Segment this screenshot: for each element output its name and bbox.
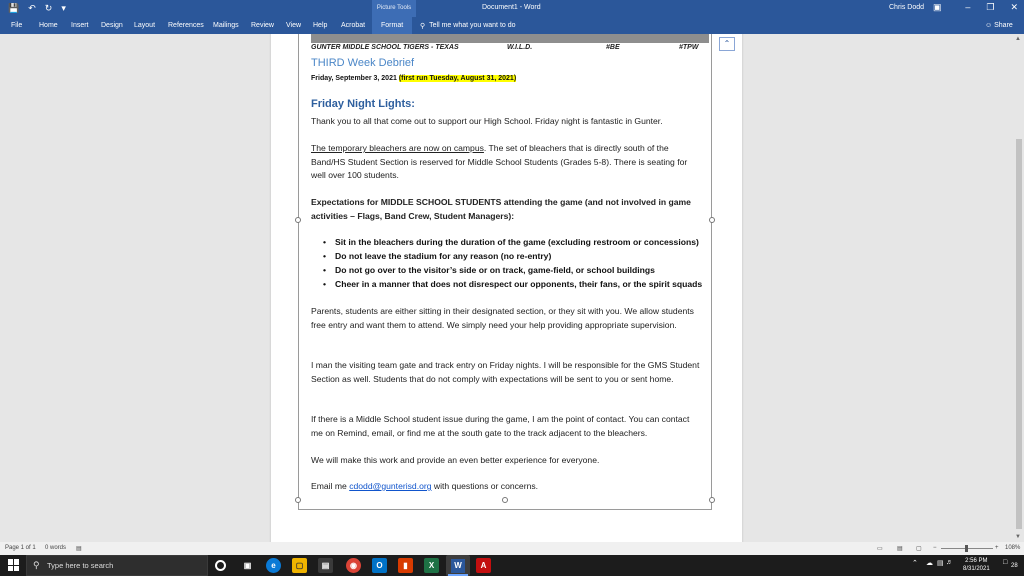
- search-placeholder: Type here to search: [47, 561, 114, 570]
- taskbar-search-box[interactable]: [26, 555, 208, 576]
- print-layout-icon[interactable]: ▤: [897, 546, 903, 552]
- list-item: • Cheer in a manner that does not disrespect our opponents, their fans, or the spirit squads: [335, 277, 715, 291]
- store-icon[interactable]: ▤: [318, 558, 333, 573]
- ribbon-tabs: [0, 17, 1024, 34]
- notification-center-icon[interactable]: □: [1003, 559, 1008, 566]
- scroll-up-icon[interactable]: ▲: [1015, 36, 1021, 42]
- lightbulb-icon: ⚲: [420, 23, 426, 30]
- notification-count: 28: [1011, 563, 1018, 569]
- system-clock[interactable]: [963, 557, 990, 573]
- outlook-icon[interactable]: O: [372, 558, 387, 573]
- date-line: [311, 75, 516, 82]
- zoom-out-icon[interactable]: −: [933, 545, 937, 551]
- paragraph-bleachers: [311, 142, 703, 183]
- tab-home[interactable]: Home: [39, 22, 58, 29]
- tab-references[interactable]: References: [168, 22, 204, 29]
- header-tag-wild: W.I.L.D.: [507, 44, 533, 51]
- clock-time: 2:56 PM: [965, 558, 988, 564]
- paragraph-parents: Parents, students are either sitting in their designated section, or they sit with you. We allow students free entry and want them to attend. We simply need your help providing appropriate supervision.: [311, 306, 694, 330]
- word-count[interactable]: 0 words: [45, 545, 67, 551]
- document-title: Document1 - Word: [482, 4, 541, 11]
- header-banner-image: [311, 34, 709, 43]
- tab-format[interactable]: Format: [372, 17, 412, 34]
- search-icon: ⚲: [33, 560, 40, 570]
- redo-icon[interactable]: ↻: [44, 3, 53, 13]
- zoom-level[interactable]: 108%: [1005, 545, 1021, 551]
- restore-icon[interactable]: ❐: [986, 2, 995, 12]
- layout-options-icon[interactable]: ⌃: [719, 37, 735, 51]
- email-link[interactable]: cdodd@gunterisd.org: [349, 481, 432, 491]
- document-page[interactable]: [271, 34, 742, 542]
- email-prefix: Email me: [311, 481, 350, 491]
- scrollbar-thumb[interactable]: [1016, 139, 1022, 529]
- windows-start-icon[interactable]: [8, 559, 20, 571]
- cortana-icon[interactable]: [215, 560, 226, 571]
- list-item: • Do not leave the stadium for any reason (no re-entry): [335, 249, 715, 263]
- word-taskbar-button[interactable]: [446, 555, 470, 576]
- word-icon: W: [451, 559, 465, 573]
- paragraph-gate: I man the visiting team gate and track entry on Friday nights. I will be responsible for the GMS Student Section as well. Students that do not comply with expectations will be sent to you or sent home.: [311, 360, 700, 384]
- share-person-icon: ☺: [985, 22, 993, 29]
- tray-chevron-icon[interactable]: ⌃: [912, 560, 918, 567]
- file-explorer-icon[interactable]: ▢: [292, 558, 307, 573]
- paragraph-thanks: Thank you to all that come out to support our High School. Friday night is fantastic in Gunter.: [311, 116, 663, 126]
- zoom-in-icon[interactable]: +: [995, 545, 999, 551]
- header-tag-tpw: #TPW: [679, 44, 699, 51]
- tell-me-label: Tell me what you want to do: [429, 22, 516, 29]
- share-button[interactable]: [985, 22, 1013, 29]
- tab-file[interactable]: File: [11, 22, 23, 29]
- edge-icon[interactable]: e: [266, 558, 281, 573]
- customize-toolbar-icon[interactable]: ▾: [61, 3, 66, 13]
- network-icon[interactable]: ▤: [937, 560, 944, 567]
- ribbon-display-options-icon[interactable]: ▣: [933, 2, 942, 12]
- bleachers-underlined: The temporary bleachers are now on campus: [311, 143, 484, 153]
- expectations-list: [335, 235, 715, 291]
- window-controls: [965, 2, 1018, 13]
- windows-taskbar: [0, 555, 1024, 576]
- resize-handle-bottom[interactable]: [502, 497, 508, 503]
- tab-view[interactable]: View: [286, 22, 302, 29]
- header-tag-be: #BE: [606, 44, 620, 51]
- web-layout-icon[interactable]: ▢: [916, 546, 922, 552]
- email-suffix: with questions or concerns.: [431, 481, 539, 491]
- resize-handle-left[interactable]: [295, 217, 301, 223]
- acrobat-icon[interactable]: A: [476, 558, 491, 573]
- resize-handle-bottom-right[interactable]: [709, 497, 715, 503]
- cloud-icon[interactable]: ☁: [926, 560, 933, 567]
- paragraph-contact: If there is a Middle School student issue during the game, I am the point of contact. You can contact me on Remind, email, or find me at the south gate to the track adjacent to the bleachers.: [311, 414, 690, 438]
- quick-access-toolbar: [8, 3, 66, 14]
- paragraph-email: [311, 480, 703, 494]
- minimize-icon[interactable]: –: [965, 2, 971, 12]
- proofing-icon[interactable]: ▤: [76, 546, 82, 552]
- list-item: • Sit in the bleachers during the duration of the game (excluding restroom or concessions): [335, 235, 715, 249]
- office-icon[interactable]: ▮: [398, 558, 413, 573]
- undo-icon[interactable]: ↶: [28, 3, 36, 13]
- share-label: Share: [994, 22, 1013, 29]
- clock-date: 8/31/2021: [963, 566, 990, 572]
- tab-acrobat[interactable]: Acrobat: [341, 22, 366, 29]
- page-count[interactable]: Page 1 of 1: [5, 545, 36, 551]
- read-mode-icon[interactable]: ▭: [877, 546, 883, 552]
- expectations-heading: Expectations for MIDDLE SCHOOL STUDENTS attending the game (and not involved in game activities – Flags, Band Crew, Student Managers):: [311, 197, 691, 221]
- tab-mailings[interactable]: Mailings: [213, 22, 239, 29]
- header-school-name: GUNTER MIDDLE SCHOOL TIGERS - TEXAS: [311, 44, 459, 51]
- user-name[interactable]: Chris Dodd: [889, 4, 925, 11]
- resize-handle-right[interactable]: [709, 217, 715, 223]
- tab-help[interactable]: Help: [313, 22, 328, 29]
- tell-me-search[interactable]: [420, 22, 516, 30]
- bleachers-rest: . The set of bleachers that is directly south of the Band/HS Student Section is reserved for Middle School Students (Grades 5-8). There is seating for well over 100 students.: [311, 143, 688, 181]
- debrief-title: THIRD Week Debrief: [311, 57, 415, 69]
- resize-handle-bottom-left[interactable]: [295, 497, 301, 503]
- picture-tools-context-label: Picture Tools: [372, 0, 416, 17]
- close-icon[interactable]: ✕: [1010, 2, 1018, 12]
- list-item: • Do not go over to the visitor’s side or on track, game-field, or school buildings: [335, 263, 715, 277]
- volume-icon[interactable]: ♬: [946, 559, 953, 566]
- save-icon[interactable]: 💾: [8, 3, 20, 13]
- document-canvas[interactable]: [0, 34, 1014, 542]
- status-bar: [0, 542, 1024, 555]
- tab-layout[interactable]: Layout: [134, 22, 156, 29]
- paragraph-closing: We will make this work and provide an even better experience for everyone.: [311, 455, 600, 465]
- tab-insert[interactable]: Insert: [71, 22, 89, 29]
- scroll-down-icon[interactable]: ▼: [1015, 534, 1021, 540]
- tab-review[interactable]: Review: [251, 22, 274, 29]
- section-title: Friday Night Lights:: [311, 98, 415, 110]
- date-text: Friday, September 3, 2021: [311, 75, 397, 82]
- title-bar: [0, 0, 1024, 17]
- date-highlight: (first run Tuesday, August 31, 2021): [398, 75, 517, 82]
- vertical-scrollbar[interactable]: [1014, 34, 1024, 542]
- zoom-slider-thumb[interactable]: [965, 545, 968, 552]
- chrome-icon[interactable]: ◉: [346, 558, 361, 573]
- tab-design[interactable]: Design: [101, 22, 123, 29]
- task-view-icon[interactable]: ▣: [243, 561, 252, 570]
- excel-icon[interactable]: X: [424, 558, 439, 573]
